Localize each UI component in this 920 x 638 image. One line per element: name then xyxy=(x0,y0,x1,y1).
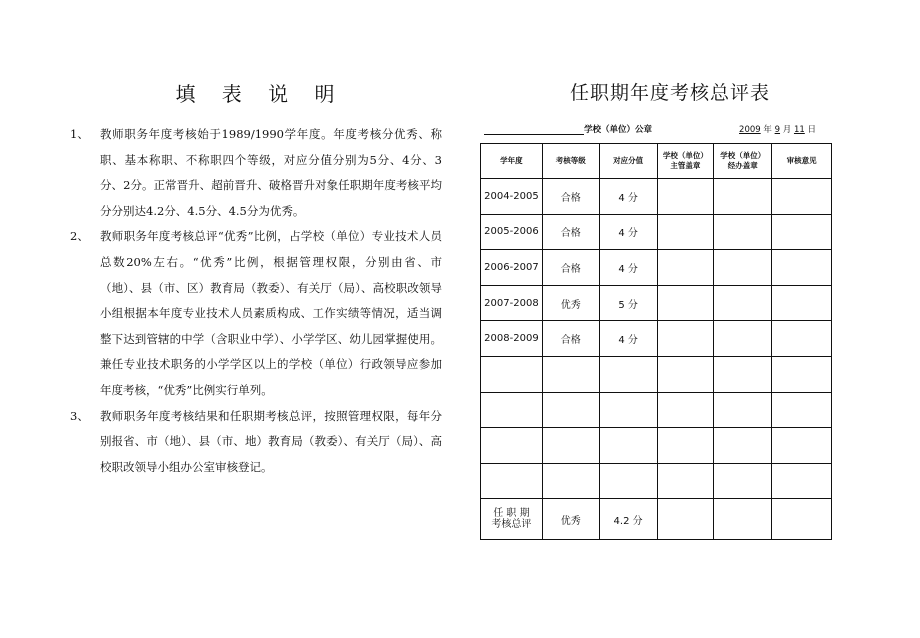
cell-review xyxy=(772,250,832,286)
cell-year xyxy=(481,463,543,499)
cell-dept-seal xyxy=(657,214,714,250)
cell-year xyxy=(481,392,543,428)
instructions-title: 填 表 说 明 xyxy=(175,82,345,106)
table-row xyxy=(481,179,832,215)
table-row xyxy=(481,463,832,499)
cell-review xyxy=(772,356,832,392)
cell-year: 2008-2009 xyxy=(481,321,543,357)
instructions-list xyxy=(70,122,442,480)
school-name-blank xyxy=(484,125,584,135)
cell-year: 2007-2008 xyxy=(481,285,543,321)
cell-dept-seal xyxy=(657,250,714,286)
instruction-number: 2、 xyxy=(70,229,89,244)
total-grade: 优秀 xyxy=(542,499,599,540)
table-row xyxy=(481,356,832,392)
cell-year xyxy=(481,356,543,392)
cell-office-seal xyxy=(714,499,772,540)
cell-office-seal xyxy=(714,285,772,321)
cell-grade: 合格 xyxy=(542,250,599,286)
cell-office-seal xyxy=(714,463,772,499)
header-dept-seal xyxy=(657,144,714,179)
cell-grade xyxy=(542,392,599,428)
cell-office-seal xyxy=(714,214,772,250)
cell-year xyxy=(481,428,543,464)
cell-grade: 合格 xyxy=(542,321,599,357)
cell-review xyxy=(772,499,832,540)
cell-office-seal xyxy=(714,428,772,464)
cell-office-seal xyxy=(714,356,772,392)
cell-dept-seal xyxy=(657,392,714,428)
cell-grade: 合格 xyxy=(542,179,599,215)
instruction-number: 3、 xyxy=(70,408,89,423)
cell-score: 5 分 xyxy=(599,285,657,321)
cell-office-seal xyxy=(714,250,772,286)
cell-score: 4 分 xyxy=(599,179,657,215)
cell-dept-seal xyxy=(657,356,714,392)
table-row xyxy=(481,392,832,428)
cell-grade xyxy=(542,356,599,392)
header-office-seal-line2: 经办盖章 xyxy=(727,161,758,170)
instruction-item xyxy=(70,404,442,481)
cell-grade xyxy=(542,428,599,464)
date-month-unit: 月 xyxy=(782,125,792,135)
instruction-item xyxy=(70,224,442,403)
cell-dept-seal xyxy=(657,499,714,540)
form-title: 任职期年度考核总评表 xyxy=(569,82,770,104)
cell-grade: 合格 xyxy=(542,214,599,250)
cell-dept-seal xyxy=(657,428,714,464)
cell-review xyxy=(772,463,832,499)
stamp-label: 学校（单位）公章 xyxy=(584,125,653,135)
date-day: 11 xyxy=(793,125,805,135)
cell-office-seal xyxy=(714,321,772,357)
table-header-row xyxy=(481,144,832,179)
cell-dept-seal xyxy=(657,285,714,321)
cell-year: 2006-2007 xyxy=(481,250,543,286)
date-year-unit: 年 xyxy=(763,125,772,135)
instruction-text: 教师职务年度考核结果和任职期考核总评，按照管理权限，每年分别报省、市（地）、县（市、地）教育局（教委）、有关厅（局）、高校职改领导小组办公室审核登记。 xyxy=(100,408,442,474)
date-month: 9 xyxy=(774,125,781,135)
cell-review xyxy=(772,285,832,321)
cell-dept-seal xyxy=(657,463,714,499)
form-date xyxy=(739,123,816,135)
cell-score: 4 分 xyxy=(599,250,657,286)
cell-review xyxy=(772,428,832,464)
cell-year: 2005-2006 xyxy=(481,214,543,250)
cell-review xyxy=(772,179,832,215)
total-label xyxy=(481,499,543,540)
cell-score xyxy=(599,392,657,428)
cell-review xyxy=(772,392,832,428)
cell-review xyxy=(772,214,832,250)
header-office-seal xyxy=(714,144,772,179)
instruction-text: 教师职务年度考核始于1989/1990学年度。年度考核分优秀、称职、基本称职、不称职四个等级，对应分值分别为5分、4分、3分、2分。正常晋升、超前晋升、破格晋升对象任职期年度考核平均分分别达4.2分、4.5分、4.5分为优秀。 xyxy=(100,127,442,218)
total-score: 4.2 分 xyxy=(599,499,657,540)
cell-score xyxy=(599,428,657,464)
table-row xyxy=(481,285,832,321)
cell-year: 2004-2005 xyxy=(481,179,543,215)
evaluation-table xyxy=(480,143,832,540)
header-year: 学年度 xyxy=(481,144,543,179)
header-dept-seal-line1: 学校（单位） xyxy=(662,151,708,160)
instruction-number: 1、 xyxy=(70,127,89,141)
cell-score xyxy=(599,463,657,499)
cell-review xyxy=(772,321,832,357)
header-office-seal-line1: 学校（单位） xyxy=(720,151,766,160)
table-row xyxy=(481,214,832,250)
total-label-line1: 任 职 期 xyxy=(493,508,530,520)
stamp-line xyxy=(484,123,834,137)
cell-dept-seal xyxy=(657,321,714,357)
cell-office-seal xyxy=(714,179,772,215)
cell-grade xyxy=(542,463,599,499)
total-label-line2: 考核总评 xyxy=(491,519,532,531)
date-day-unit: 日 xyxy=(807,125,816,135)
header-review: 审核意见 xyxy=(772,144,832,179)
cell-office-seal xyxy=(714,392,772,428)
table-row xyxy=(481,250,832,286)
cell-score: 4 分 xyxy=(599,321,657,357)
cell-dept-seal xyxy=(657,179,714,215)
total-row xyxy=(481,499,832,540)
instruction-item xyxy=(70,122,442,224)
cell-score: 4 分 xyxy=(599,214,657,250)
table-row xyxy=(481,321,832,357)
header-score: 对应分值 xyxy=(599,144,657,179)
cell-score xyxy=(599,356,657,392)
instruction-text: 教师职务年度考核总评“优秀”比例，占学校（单位）专业技术人员总数20%左右。“优秀”比例，根据管理权限，分别由省、市（地）、县（市、区）教育局（教委）、有关厅（局）、高校职改领导小组根据本年度专业技术人员素质构成、工作实绩等情况，适当调整下达到管辖的中学（含职业中学）、小学学区、幼儿园掌握使用。兼任专业技术职务的小学学区以上的学校（单位）行政领导应参加年度考核，“优秀”比例实行单列。 xyxy=(100,229,442,397)
date-year: 2009 xyxy=(739,125,761,135)
cell-grade: 优秀 xyxy=(542,285,599,321)
table-row xyxy=(481,428,832,464)
header-grade: 考核等级 xyxy=(542,144,599,179)
header-dept-seal-line2: 主管盖章 xyxy=(670,161,701,170)
